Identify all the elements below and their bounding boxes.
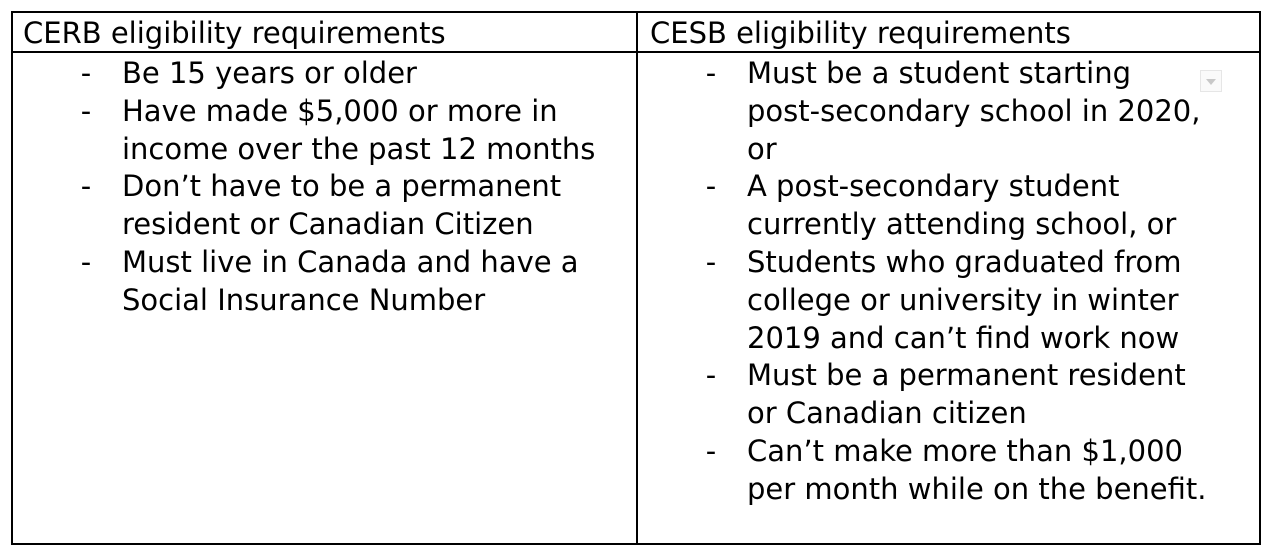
list-item: - Must be a student starting post-secondary school in 2020, or	[705, 56, 1201, 166]
list-item: - Don’t have to be a permanent resident or Canadian Citizen	[80, 169, 562, 242]
cerb-list	[76, 55, 596, 320]
cesb-list	[701, 55, 1211, 509]
cerb-header: CERB eligibility requirements	[23, 16, 446, 50]
column-divider	[636, 13, 638, 543]
list-item: - Be 15 years or older	[80, 56, 417, 90]
cesb-header: CESB eligibility requirements	[650, 16, 1071, 50]
list-item: - Students who graduated from college or university in winter 2019 and can’t find work now	[705, 244, 1182, 355]
list-item: - A post-secondary student currently attending school, or	[705, 169, 1177, 242]
list-item: - Can’t make more than $1,000 per month while on the benefit.	[705, 433, 1207, 506]
list-item: - Must live in Canada and have a Social Insurance Number	[80, 244, 579, 317]
list-item: - Have made $5,000 or more in income over the past 12 months	[80, 93, 596, 166]
eligibility-table	[11, 11, 1261, 545]
header-divider	[13, 51, 1259, 53]
list-item: - Must be a permanent resident or Canadian citizen	[705, 358, 1186, 431]
cell-dropdown-icon[interactable]	[1200, 70, 1222, 92]
